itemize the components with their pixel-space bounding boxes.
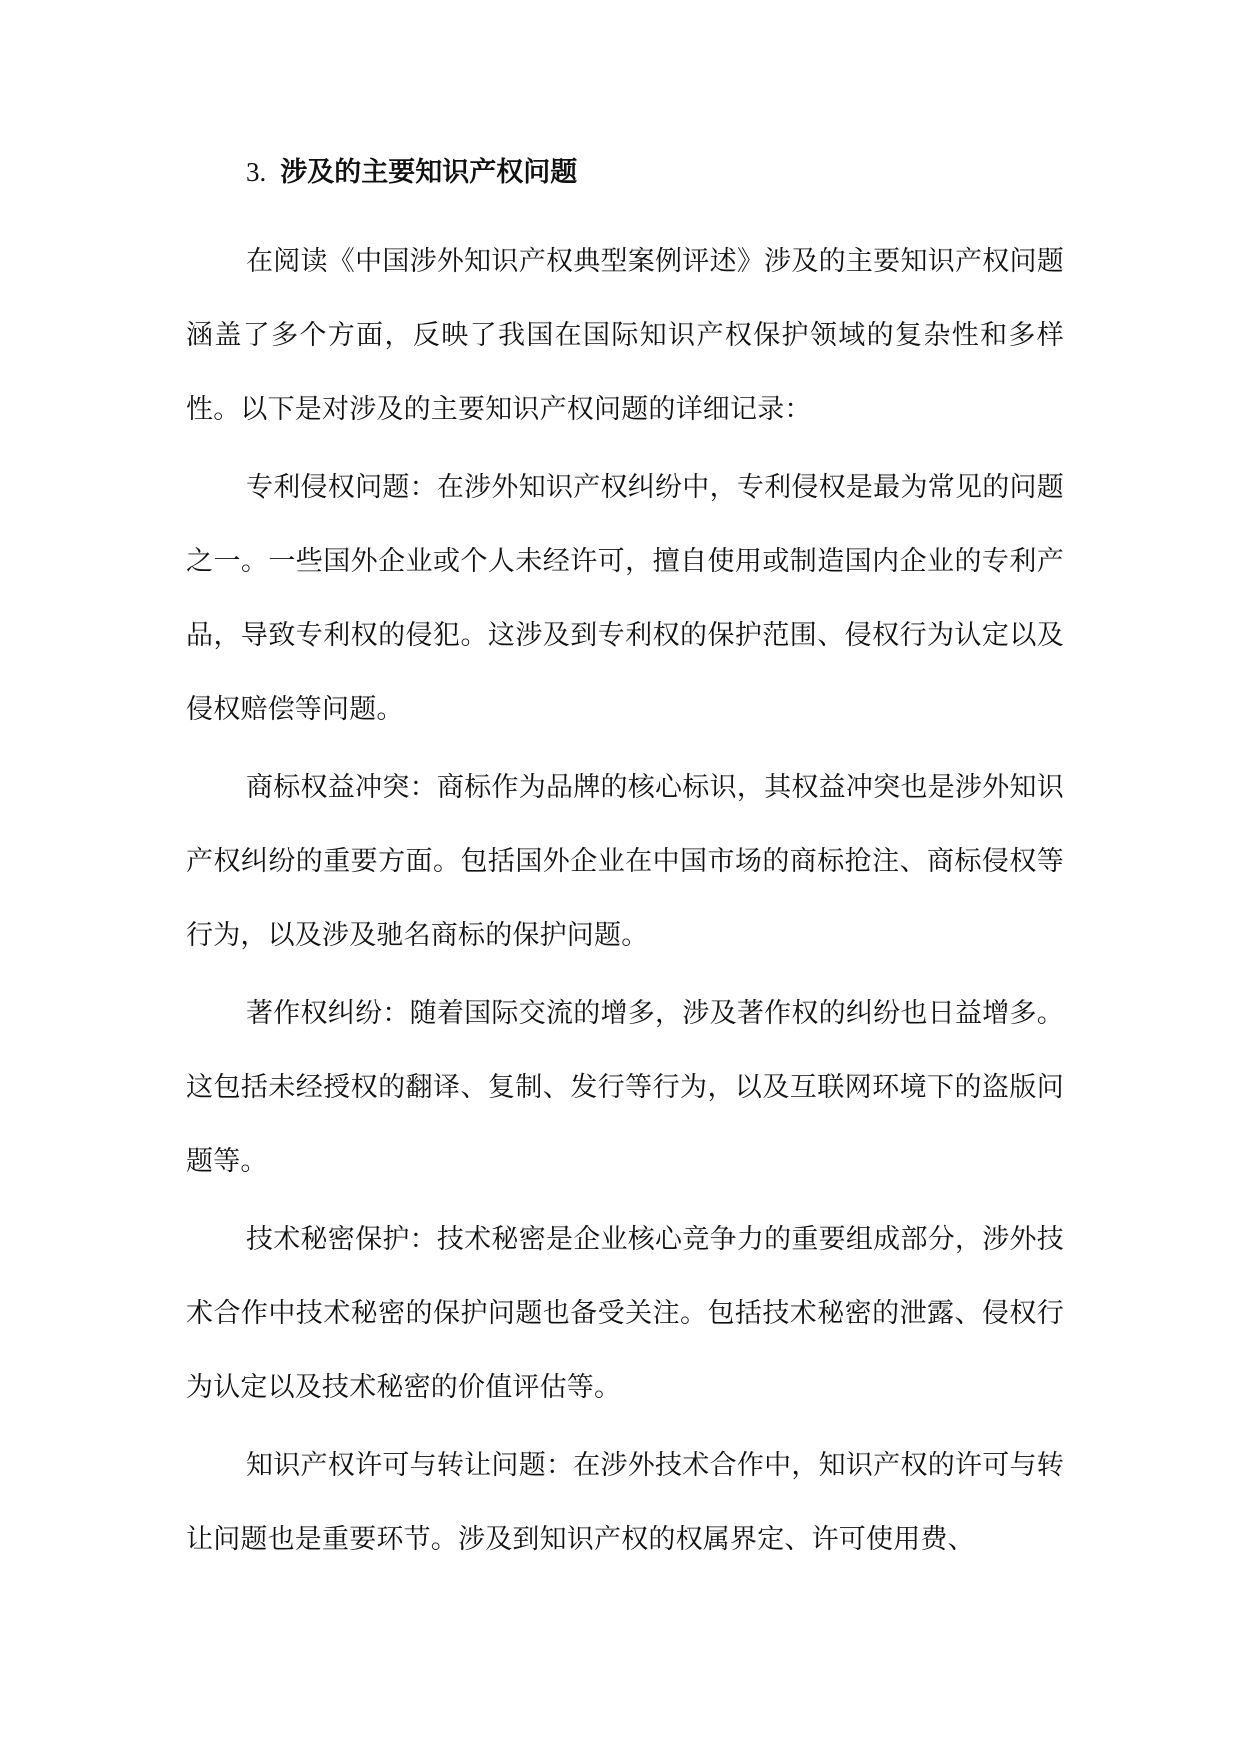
- section-title: 涉及的主要知识产权问题: [280, 157, 578, 188]
- paragraph-trademark: 商标权益冲突：商标作为品牌的核心标识，其权益冲突也是涉外知识产权纠纷的重要方面。包括国外企业在中国市场的商标抢注、商标侵权等行为，以及涉及驰名商标的保护问题。: [186, 772, 1064, 951]
- paragraph-patent: 专利侵权问题：在涉外知识产权纠纷中，专利侵权是最为常见的问题之一。一些国外企业或个人未经许可，擅自使用或制造国内企业的专利产品，导致专利权的侵犯。这涉及到专利权的保护范围、侵权行为认定以及侵权赔偿等问题。: [186, 472, 1064, 725]
- section-heading: [186, 150, 1064, 195]
- paragraph-copyright: 著作权纠纷：随着国际交流的增多，涉及著作权的纠纷也日益增多。这包括未经授权的翻译、复制、发行等行为，以及互联网环境下的盗版问题等。: [186, 998, 1064, 1177]
- section-number: 3.: [246, 157, 267, 187]
- paragraph-licensing: 知识产权许可与转让问题：在涉外技术合作中，知识产权的许可与转让问题也是重要环节。涉及到知识产权的权属界定、许可使用费、: [186, 1450, 1064, 1555]
- document-body: [186, 150, 1064, 1581]
- paragraph-trade-secret: 技术秘密保护：技术秘密是企业核心竞争力的重要组成部分，涉外技术合作中技术秘密的保护问题也备受关注。包括技术秘密的泄露、侵权行为认定以及技术秘密的价值评估等。: [186, 1224, 1064, 1403]
- paragraph-intro: 在阅读《中国涉外知识产权典型案例评述》涉及的主要知识产权问题涵盖了多个方面，反映了我国在国际知识产权保护领域的复杂性和多样性。以下是对涉及的主要知识产权问题的详细记录：: [186, 246, 1064, 425]
